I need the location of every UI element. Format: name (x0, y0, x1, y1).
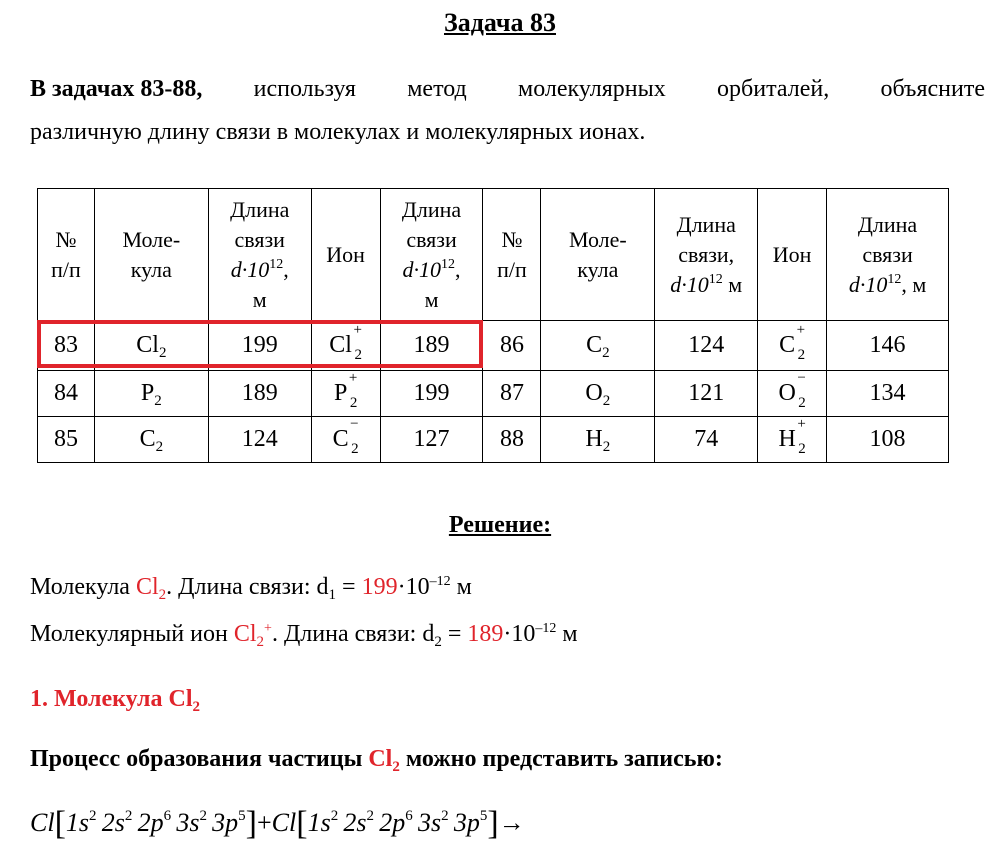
header-molecule: Моле- кула (541, 189, 655, 321)
header-number: № п/п (38, 189, 95, 321)
header-ion-bond-length: Длина связи $d\cdot 10^{12}$, м (827, 189, 949, 321)
table-row: 84 $P_2$ 189 P + 2 199 87 $O_2$ 121 O − 2 134 (38, 371, 949, 417)
electron-configuration-formula: $Cl[1s^2$ $2s^2$ $2p^6$ $3s^2$ $3p^5]+Cl[1s^2$ $2s^2$ $2p^6$ $3s^2$ $3p^5]\to$ (30, 805, 525, 842)
section-heading-molecule: 1. Молекула $Cl_2$ (30, 686, 200, 715)
header-bond-length: Длина связи $d\cdot 10^{12}$, м (208, 189, 311, 321)
table-header-row (38, 189, 949, 321)
page-title: Задача 83 (444, 8, 556, 37)
ion-bond-line: Молекулярный ион $Cl_2^+$. Длина связи: $d_2 = 189\cdot 10^{-12}$ м (30, 621, 578, 650)
task-statement: В задачах 83-88, используя метод молекулярных орбиталей, объясните различную длину связи в молекулах и молекулярных ионах. (30, 68, 985, 154)
header-bond-length: Длина связи, $d\cdot 10^{12}$ м (655, 189, 758, 321)
header-ion: Ион (311, 189, 380, 321)
row-83-highlight-box (37, 320, 483, 368)
header-ion-bond-length: Длина связи $d\cdot 10^{12}$, м (380, 189, 483, 321)
header-number: № п/п (483, 189, 541, 321)
solution-heading: Решение: (448, 512, 552, 538)
molecule-bond-line: Молекула $Cl_2$. Длина связи: $d_1 = 199\cdot 10^{-12}$ м (30, 574, 472, 603)
task-range: В задачах 83-88, (30, 76, 203, 102)
table-row: 83 $Cl_2$ 199 Cl + 2 189 86 $C_2$ 124 C + 2 146 (38, 321, 949, 371)
process-statement: Процесс образования частицы $Cl_2$ можно представить записью: (30, 746, 723, 775)
table-row: 85 $C_2$ 124 C − 2 127 88 $H_2$ 74 H + 2 108 (38, 417, 949, 463)
header-ion: Ион (758, 189, 827, 321)
header-molecule: Моле- кула (94, 189, 208, 321)
task-statement-line2: различную длину связи в молекулах и молекулярных ионах. (30, 119, 646, 145)
